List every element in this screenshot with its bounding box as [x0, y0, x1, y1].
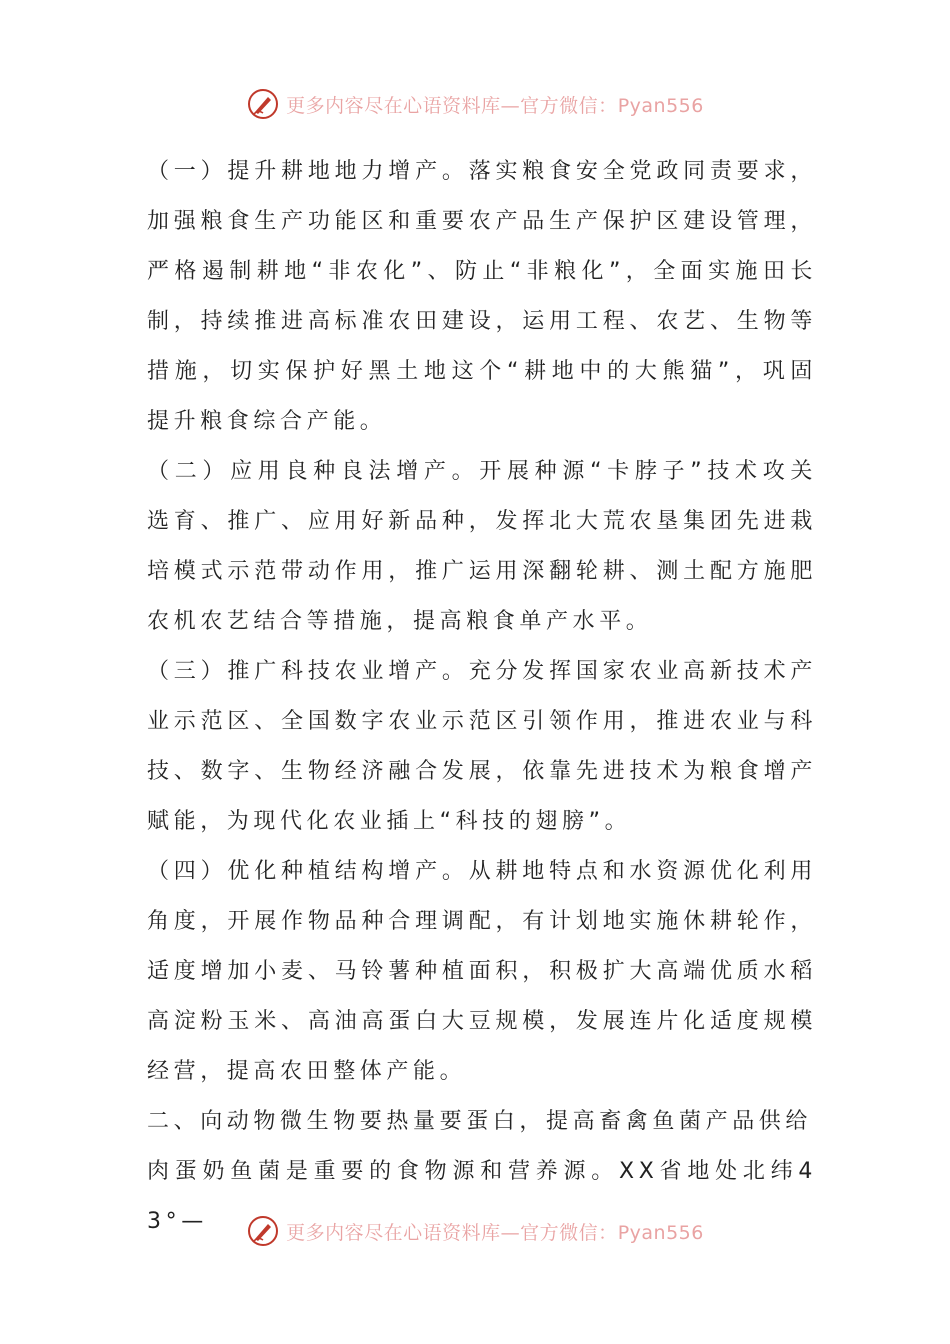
watermark-title: 更多内容尽在心语资料库	[286, 94, 501, 117]
watermark-contact-id: Pyan556	[617, 94, 704, 117]
footer-watermark	[0, 1211, 950, 1251]
watermark-separator: —	[500, 94, 521, 117]
pen-logo-icon	[246, 1214, 280, 1248]
section-heading-2: 二、向动物微生物要热量要蛋白，提高畜禽鱼菌产品供给	[147, 1109, 813, 1134]
watermark-contact-id: Pyan556	[617, 1221, 704, 1244]
paragraph-1: （一）提升耕地地力增产。落实粮食安全党政同责要求，加强粮食生产功能区和重要农产品生产保护区建设管理，严格遏制耕地“非农化”、防止“非粮化”，全面实施田长制，持续推进高标准农田建设，运用工程、农艺、生物等措施，切实保护好黑土地这个“耕地中的大熊猫”，巩固提升粮食综合产能。	[147, 159, 817, 434]
pen-logo-icon	[246, 87, 280, 121]
paragraph-4: （四）优化种植结构增产。从耕地特点和水资源优化利用角度，开展作物品种合理调配，有计划地实施休耕轮作，适度增加小麦、马铃薯种植面积，积极扩大高端优质水稻高淀粉玉米、高油高蛋白大豆规模，发展连片化适度规模经营，提高农田整体产能。	[147, 859, 817, 1084]
document-body	[147, 147, 817, 1247]
watermark-text	[286, 1218, 704, 1245]
watermark-contact-label: 官方微信：	[520, 94, 618, 117]
watermark-separator: —	[500, 1221, 521, 1244]
watermark-contact-label: 官方微信：	[520, 1221, 618, 1244]
header-watermark	[0, 84, 950, 124]
paragraph-2: （二）应用良种良法增产。开展种源“卡脖子”技术攻关选育、推广、应用好新品种，发挥北大荒农垦集团先进栽培模式示范带动作用，推广运用深翻轮耕、测土配方施肥农机农艺结合等措施，提高粮食单产水平。	[147, 459, 817, 634]
watermark-text	[286, 91, 704, 118]
watermark-title: 更多内容尽在心语资料库	[286, 1221, 501, 1244]
paragraph-5: 肉蛋奶鱼菌是重要的食物源和营养源。XX省地处北纬43°—	[147, 1159, 817, 1234]
paragraph-3: （三）推广科技农业增产。充分发挥国家农业高新技术产业示范区、全国数字农业示范区引领作用，推进农业与科技、数字、生物经济融合发展，依靠先进技术为粮食增产赋能，为现代化农业插上“科技的翅膀”。	[147, 659, 817, 834]
